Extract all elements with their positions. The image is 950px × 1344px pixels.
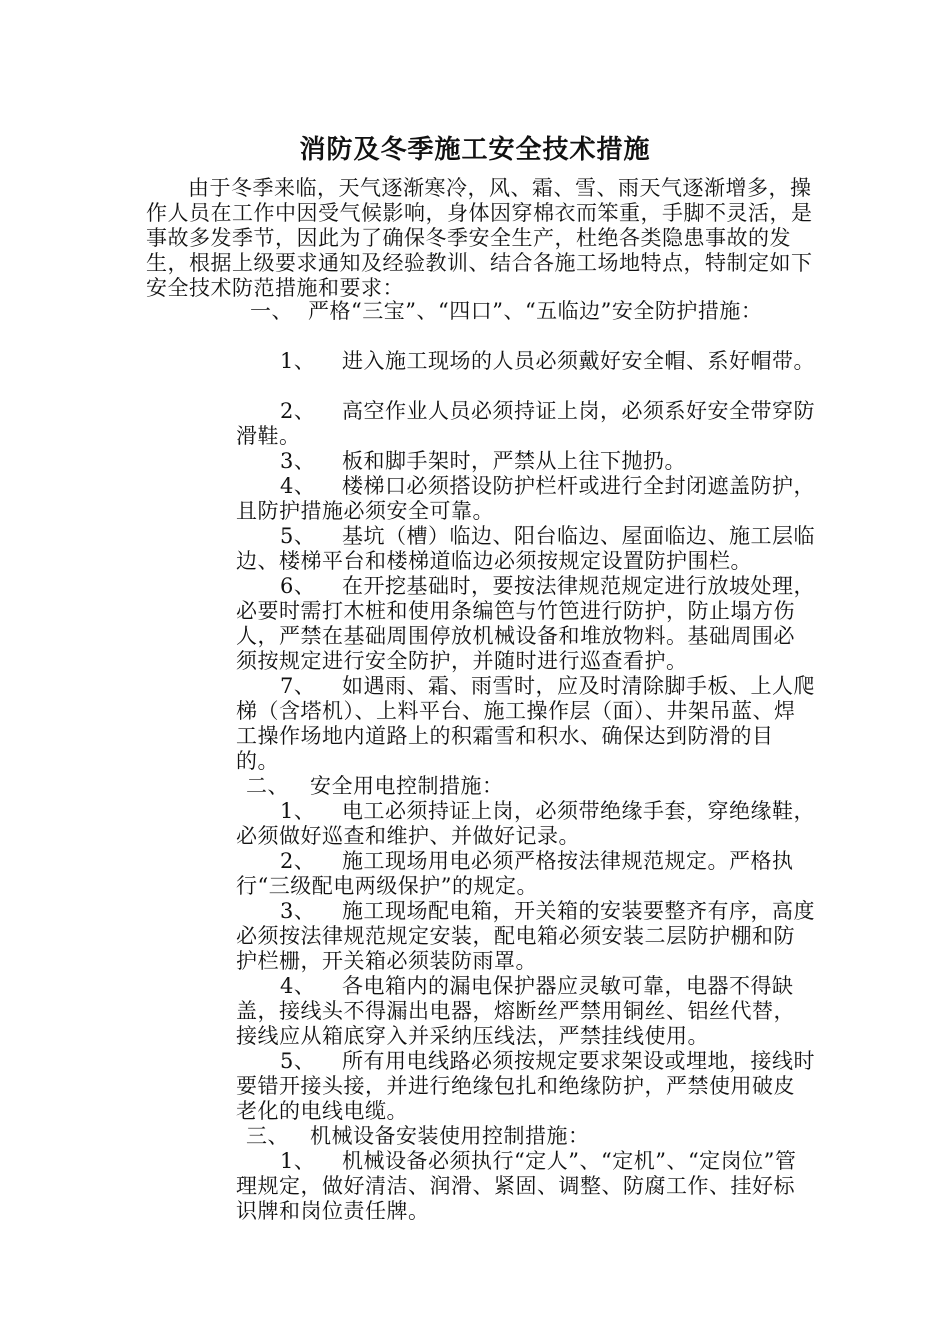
item-number: 4、: [280, 474, 316, 498]
section-text: 严格“三宝”、“四口”、“五临边”安全防护措施：: [308, 299, 763, 323]
list-item: [236, 674, 816, 774]
item-number: 3、: [280, 449, 316, 473]
item-number: 2、: [280, 399, 316, 423]
section-text: 机械设备安装使用控制措施：: [310, 1124, 590, 1148]
item-text: 机械设备必须执行“定人”、“定机”、“定岗位”管理规定，做好清洁、润滑、紧固、调整、防腐工作、挂好标识牌和岗位责任牌。: [236, 1149, 797, 1223]
list-item: [236, 574, 816, 674]
section-heading-3: [246, 1124, 816, 1149]
item-number: 4、: [280, 974, 316, 998]
item-number: 5、: [280, 1049, 316, 1073]
section-heading-2: [246, 774, 816, 799]
item-text: 高空作业人员必须持证上岗，必须系好安全带穿防滑鞋。: [236, 399, 815, 448]
item-text: 进入施工现场的人员必须戴好安全帽、系好帽带。: [342, 349, 815, 373]
section-text: 安全用电控制措施：: [310, 774, 504, 798]
item-number: 6、: [280, 574, 316, 598]
item-number: 3、: [280, 899, 316, 923]
item-text: 各电箱内的漏电保护器应灵敏可靠，电器不得缺盖，接线头不得漏出电器，熔断丝严禁用铜丝、铝丝代替，接线应从箱底穿入并采纳压线法，严禁挂线使用。: [236, 974, 795, 1048]
list-item: [236, 849, 816, 899]
section-number: 二、: [246, 774, 289, 798]
section-number: 三、: [246, 1124, 289, 1148]
list-item: [236, 449, 816, 474]
item-text: 板和脚手架时，严禁从上往下抛扔。: [342, 449, 686, 473]
section-number: 一、: [250, 299, 293, 323]
item-text: 楼梯口必须搭设防护栏杆或进行全封闭遮盖防护，且防护措施必须安全可靠。: [236, 474, 815, 523]
item-number: 7、: [280, 674, 316, 698]
document-title: 消防及冬季施工安全技术措施: [299, 135, 651, 165]
list-item: [236, 399, 816, 449]
list-item: [236, 899, 816, 974]
item-number: 1、: [280, 1149, 316, 1173]
item-number: 1、: [280, 799, 316, 823]
item-number: 5、: [280, 524, 316, 548]
item-text: 所有用电线路必须按规定要求架设或埋地，接线时要错开接头接，并进行绝缘包扎和绝缘防护，严禁使用破皮老化的电线电缆。: [236, 1049, 815, 1123]
item-text: 在开挖基础时，要按法律规范规定进行放坡处理，必要时需打木桩和使用条编笆与竹笆进行防护，防止塌方伤人，严禁在基础周围停放机械设备和堆放物料。基础周围必须按规定进行安全防护，并随时进行巡查看护。: [236, 574, 815, 673]
item-number: 2、: [280, 849, 316, 873]
item-text: 施工现场配电箱，开关箱的安装要整齐有序，高度必须按法律规范规定安装，配电箱必须安装二层防护棚和防护栏栅，开关箱必须装防雨罩。: [236, 899, 815, 973]
list-item: [236, 799, 816, 849]
list-item: [236, 349, 816, 374]
section-heading-1: [200, 299, 815, 324]
list-item: [236, 524, 816, 574]
list-item: [236, 1149, 816, 1224]
item-text: 施工现场用电必须严格按法律规范规定。严格执行“三级配电两级保护”的规定。: [236, 849, 794, 898]
list-item: [236, 474, 816, 524]
list-item: [236, 974, 816, 1049]
item-text: 如遇雨、霜、雨雪时，应及时清除脚手板、上人爬梯（含塔机）、上料平台、施工操作层（面）、井架吊蓝、焊工操作场地内道路上的积霜雪和积水、确保达到防滑的目的。: [236, 674, 815, 773]
item-text: 基坑（槽）临边、阳台临边、屋面临边、施工层临边、楼梯平台和楼梯道临边必须按规定设置防护围栏。: [236, 524, 815, 573]
list-item: [236, 1049, 816, 1124]
intro-paragraph: 由于冬季来临，天气逐渐寒冷，风、霜、雪、雨天气逐渐增多，操作人员在工作中因受气候影响，身体因穿棉衣而笨重，手脚不灵活，是事故多发季节，因此为了确保冬季安全生产，杜绝各类隐患事故的发生，根据上级要求通知及经验教训、结合各施工场地特点，特制定如下安全技术防范措施和要求：: [146, 176, 813, 300]
item-number: 1、: [280, 349, 316, 373]
item-text: 电工必须持证上岗，必须带绝缘手套，穿绝缘鞋，必须做好巡查和维护、并做好记录。: [236, 799, 815, 848]
